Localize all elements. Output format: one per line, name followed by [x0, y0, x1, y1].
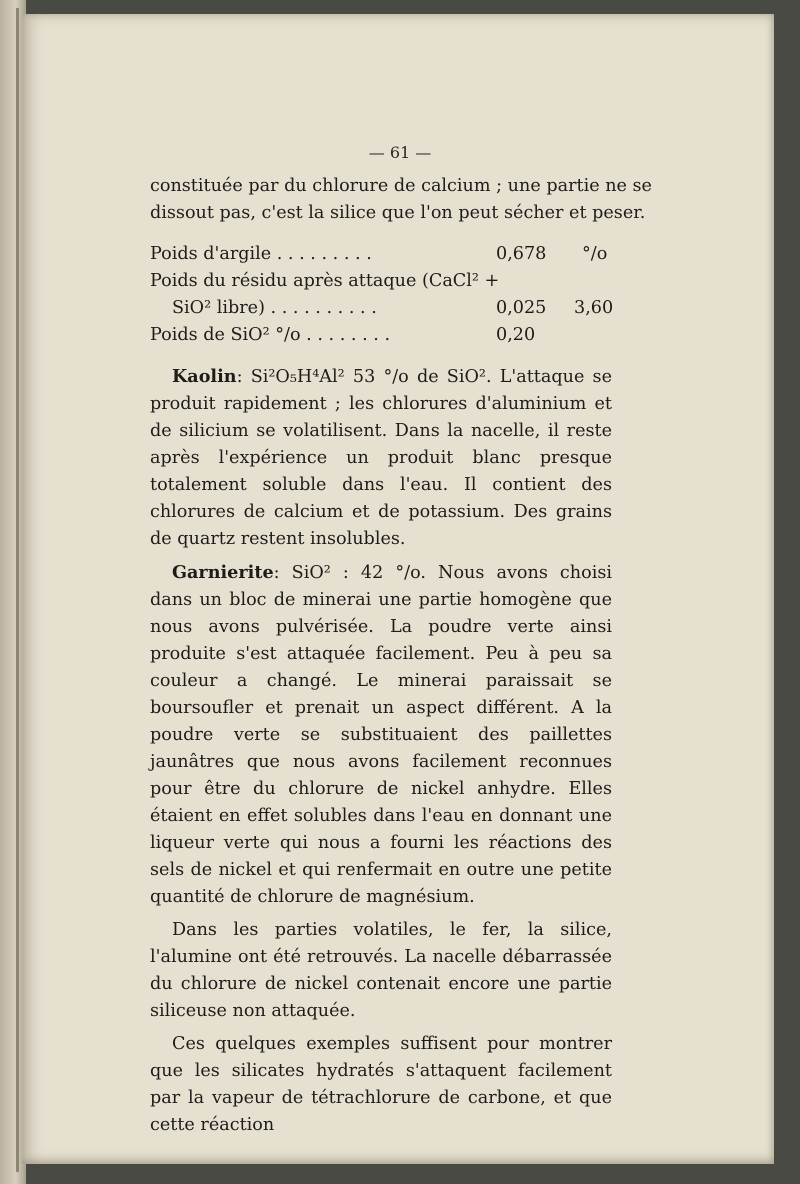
row-value: 0,20 [496, 325, 536, 345]
garnierite-paragraph [150, 559, 612, 911]
table-row [150, 295, 612, 322]
page-number: — 61 — [368, 143, 432, 162]
page-binding-edge [16, 8, 19, 1172]
row-extra: 3,60 [574, 298, 614, 318]
row-extra: °/o [582, 244, 608, 264]
intro-line: dissout pas, c'est la silice que l'on peut sécher et peser. [150, 203, 646, 223]
row-label: Poids de SiO² °/o . . . . . . . . [150, 325, 391, 345]
table-row [150, 268, 612, 295]
row-value: 0,678 [496, 244, 547, 264]
page-body [150, 173, 652, 1139]
row-label: SiO² libre) . . . . . . . . . . [172, 298, 377, 318]
measurement-table [150, 241, 612, 349]
conclusion-paragraph: Ces quelques exemples suffisent pour montrer que les silicates hydratés s'attaquent facilement par la vapeur de tétrachlorure de carbone, et que cette réaction [150, 1034, 612, 1135]
volatiles-paragraph: Dans les parties volatiles, le fer, la silice, l'alumine ont été retrouvés. La nacelle débarrassée du chlorure de nickel contenait encore une partie siliceuse non attaquée. [150, 920, 612, 1021]
kaolin-text: : Si²O₅H⁴Al² 53 °/o de SiO². L'attaque se produit rapidement ; les chlorures d'aluminium et de silicium se volatilisent. Dans la nacelle, il reste après l'expérience un produit blanc presque totalement soluble dans l'eau. Il contient des chlorures de calcium et de potassium. Des grains de quartz restent insolubles. [150, 367, 612, 549]
row-value: 0,025 [496, 298, 547, 318]
row-label: Poids d'argile . . . . . . . . . [150, 244, 372, 264]
intro-paragraph [150, 173, 652, 227]
kaolin-paragraph [150, 363, 612, 553]
table-row [150, 322, 612, 349]
kaolin-heading: Kaolin [172, 366, 237, 387]
garnierite-text: : SiO² : 42 °/o. Nous avons choisi dans un bloc de minerai une partie homogène que nous avons pulvérisée. La poudre verte ainsi produite s'est attaquée facilement. Peu à peu sa couleur a changé. Le minerai paraissait se boursoufler et prenait un aspect différent. A la poudre verte se substituaient des paillettes jaunâtres que nous avons facilement reconnues pour être du chlorure de nickel anhydre. Elles étaient en effet solubles dans l'eau en donnant une liqueur verte qui nous a fourni les réactions des sels de nickel et qui renfermait en outre une petite quantité de chlorure de magnésium. [150, 563, 612, 907]
garnierite-heading: Garnierite [172, 562, 274, 583]
table-row [150, 241, 612, 268]
intro-line: constituée par du chlorure de calcium ; une partie ne se [150, 176, 652, 196]
row-label: Poids du résidu après attaque (CaCl² + [150, 271, 500, 291]
